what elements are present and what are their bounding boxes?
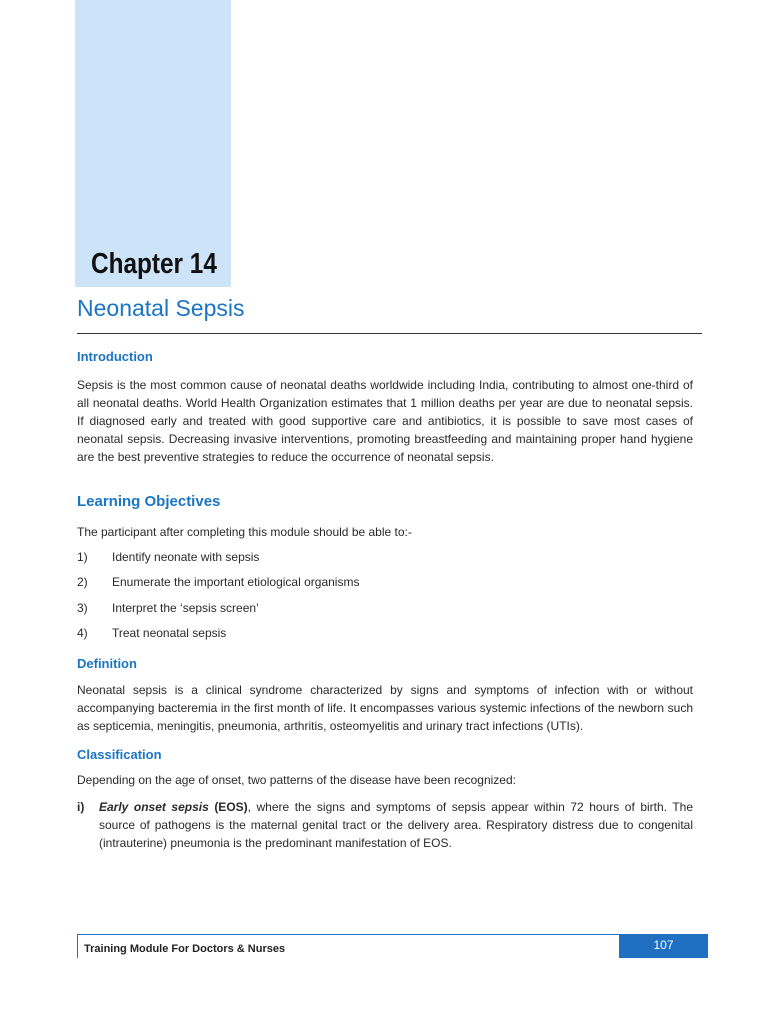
- classification-body: [99, 798, 693, 852]
- definition-heading: Definition: [77, 656, 137, 671]
- chapter-label: Chapter 14: [91, 248, 217, 280]
- objectives-intro: The participant after completing this module should be able to:-: [77, 525, 412, 539]
- footer-title: Training Module For Doctors & Nurses: [84, 943, 286, 955]
- classification-text: , where the signs and symptoms of sepsis appear within 72 hours of birth. The source of pathogens is the maternal genital tract or the delivery area. Respiratory distress due to congenital (intrauterine) pneumonia is the predominant manifestation of EOS.: [99, 800, 693, 850]
- objectives-heading: Learning Objectives: [77, 493, 221, 510]
- definition-text: Neonatal sepsis is a clinical syndrome characterized by signs and symptoms of infection with or without accompanying bacteremia in the first month of life. It encompasses various systemic infections of the newborn such as septicemia, meningitis, pneumonia, arthritis, osteomyelitis and urinary tract infections (UTIs).: [77, 683, 693, 733]
- introduction-text: Sepsis is the most common cause of neonatal deaths worldwide including India, contributing to almost one-third of all neonatal deaths. World Health Organization estimates that 1 million deaths per year are due to neonatal sepsis. If diagnosed early and treated with good supportive care and antibiotics, it is possible to save most cases of neonatal sepsis. Decreasing invasive interventions, promoting breastfeeding and maintaining proper hand hygiene are the best preventive strategies to reduce the occurrence of neonatal sepsis.: [77, 378, 693, 464]
- classification-item: [77, 798, 693, 852]
- classification-intro: Depending on the age of onset, two patterns of the disease have been recognized:: [77, 773, 516, 787]
- page-number-box: [619, 934, 708, 958]
- list-item-number: 2): [77, 575, 88, 589]
- list-item-number: 3): [77, 601, 88, 615]
- list-item-text: Treat neonatal sepsis: [112, 626, 227, 640]
- chapter-banner: [75, 0, 231, 287]
- list-item-text: Identify neonate with sepsis: [112, 550, 260, 564]
- page-title: Neonatal Sepsis: [77, 295, 245, 321]
- classification-heading: Classification: [77, 747, 162, 762]
- introduction-heading: Introduction: [77, 349, 153, 364]
- footer-edge: [77, 934, 78, 958]
- page-number: 107: [653, 938, 674, 952]
- list-item-number: 1): [77, 550, 88, 564]
- list-item-number: 4): [77, 626, 88, 640]
- classification-marker: i): [77, 800, 85, 814]
- list-item-text: Interpret the ‘sepsis screen’: [112, 601, 259, 615]
- classification-term: Early onset sepsis: [99, 800, 209, 814]
- classification-abbr: (EOS): [214, 800, 248, 814]
- list-item-text: Enumerate the important etiological organisms: [112, 575, 360, 589]
- title-divider: [77, 333, 702, 334]
- footer-rule: [77, 934, 708, 935]
